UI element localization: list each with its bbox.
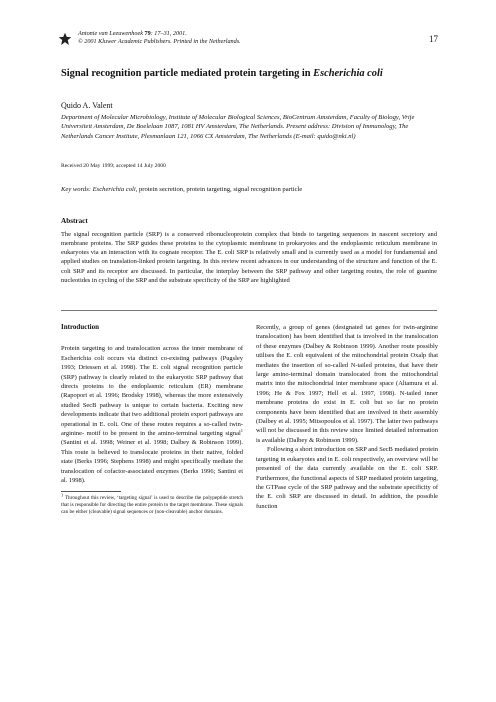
introduction-heading: Introduction: [61, 323, 99, 331]
footnote: [61, 491, 243, 517]
received-date: Received 20 May 1999; accepted 14 July 2000: [61, 163, 166, 169]
abstract-text: The signal recognition particle (SRP) is a conserved ribonucleoprotein complex that binds to targeting sequences in nascent secretory and membrane proteins. The SRP guides these proteins to the cytoplasmic membrane in prokaryotes and the endoplasmic reticulum membrane in eukaryotes via an interaction with its cognate receptor. The E. coli SRP is relatively small and is currently used as a model for fundamental and applied studies on translation-linked protein targeting. In this review recent advances in our understanding of the structure and function of the E. coli SRP and its receptor are discussed. In particular, the interplay between the SRP pathway and other targeting routes, the role of guanine nucleotides in cycling of the SRP and the substrate specificity of the SRP are highlighted: [61, 231, 437, 284]
abstract-heading: Abstract: [61, 217, 88, 225]
publisher-logo-icon: [58, 32, 72, 46]
footnote-divider: [61, 491, 121, 492]
title-text: Signal recognition particle mediated protein targeting in: [61, 68, 311, 79]
journal-citation: [78, 30, 241, 46]
section-divider: [61, 310, 437, 311]
footnote-text: Throughout this review, ‘targeting signal’ is used to describe the polypeptide stretch that is responsible for directing the entire protein to the target membrane. These signals can be either (cleavable) signal sequences or (non-cleavable) anchor domains.: [61, 494, 243, 515]
keywords-italic: Escherichia coli: [92, 186, 136, 193]
keywords: [61, 186, 437, 193]
article-title: [61, 68, 383, 79]
left-column: [61, 323, 243, 516]
copyright-line: © 2001 Kluwer Academic Publishers. Printed in the Netherlands.: [78, 38, 241, 45]
journal-volume: 79: [144, 30, 151, 37]
author-name: Quido A. Valent: [61, 101, 113, 110]
footnote-number: 1: [61, 491, 64, 497]
introduction-paragraph: [61, 344, 243, 485]
keywords-label: Key words:: [61, 186, 91, 193]
journal-name: Antonie van Leeuwenhoek: [78, 30, 143, 37]
intro-text: Protein targeting to and translocation across the inner membrane of Escherichia coli occurs via distinct co-existing pathways (Pugsley 1993; Driessen et al. 1998). The E. coli signal recognition particle (SRP) pathway is clearly related to the eukaryotic SRP pathway that directs proteins to the endoplasmic reticulum (ER) membrane (Rapoport et al. 1996; Brodsky 1998), whereas the more extensively studied SecB pathway is unique to certain bacteria. Exciting new developments indicate that two additional protein export pathways are operational in E. coli. One of these routes requires a so-called twin-arginine- motif to be present in the amino-terminal targeting signal: [61, 345, 243, 438]
author-affiliation: Department of Molecular Microbiology, Institute of Molecular Biological Sciences, BioCentrum Amsterdam, Faculty of Biology, Vrije Universiteit Amsterdam, De Boelelaan 1087, 1081 HV Amsterdam, The Netherlands. Present address: Division of Immunology, The Netherlands Cancer Institute, Plesmanlaan 121, 1066 CX Amsterdam, The Netherlands (E-mail: quido@nki.nl): [61, 114, 415, 140]
title-italic: Escherichia coli: [313, 68, 383, 79]
body-paragraph-2: Following a short introduction on SRP and SecB mediated protein targeting in eukaryotes and in E. coli respectively, an overview will be presented of the data currently available on the E. coli SRP. Furthermore, the functional aspects of SRP mediated protein targeting, the GTPase cycle of the SRP pathway and the substrate specificity of the E. coli SRP are discussed in detail. In addition, the possible function: [256, 446, 438, 510]
footnote-mark: 1: [240, 427, 243, 433]
keywords-list: , protein secretion, protein targeting, signal recognition particle: [135, 186, 303, 193]
journal-pages: : 17–31, 2001.: [150, 30, 187, 37]
page-number: 17: [429, 34, 438, 44]
body-paragraph-1: Recently, a group of genes (designated tat genes for twin-arginine translocation) has been identified that is involved in the translocation of these enzymes (Dalbey & Robinson 1999). Another route possibly utilises the E. coli equivalent of the mitochondrial protein Oxalp that mediates the insertion of so-called N-tailed proteins, that have their large amino-terminal domain translocated from the mitochondrial matrix into the mitochondrial inter membrane space (Altamura et al. 1996; He & Fox 1997; Hell et al. 1997, 1998). N-tailed inner membrane proteins do exist in E. coli but so far no protein components have been identified that are involved in their assembly (Dalbey et al. 1995; Mitsopoulos et al. 1997). The latter two pathways will not be discussed in this review since limited detailed information is available (Dalbey & Robinson 1999).: [256, 324, 438, 444]
journal-header: [58, 30, 448, 56]
intro-text-cont: (Santini et al. 1998; Weiner et al. 1998; Dalbey & Robinson 1999). This route is believed to translocate proteins in their native, folded state (Berks 1996; Stephens 1998) and might specifically mediate the translocation of cofactor-associated enzymes (Berks 1996; Santini et al. 1998).: [61, 439, 243, 485]
right-column: [256, 323, 438, 511]
